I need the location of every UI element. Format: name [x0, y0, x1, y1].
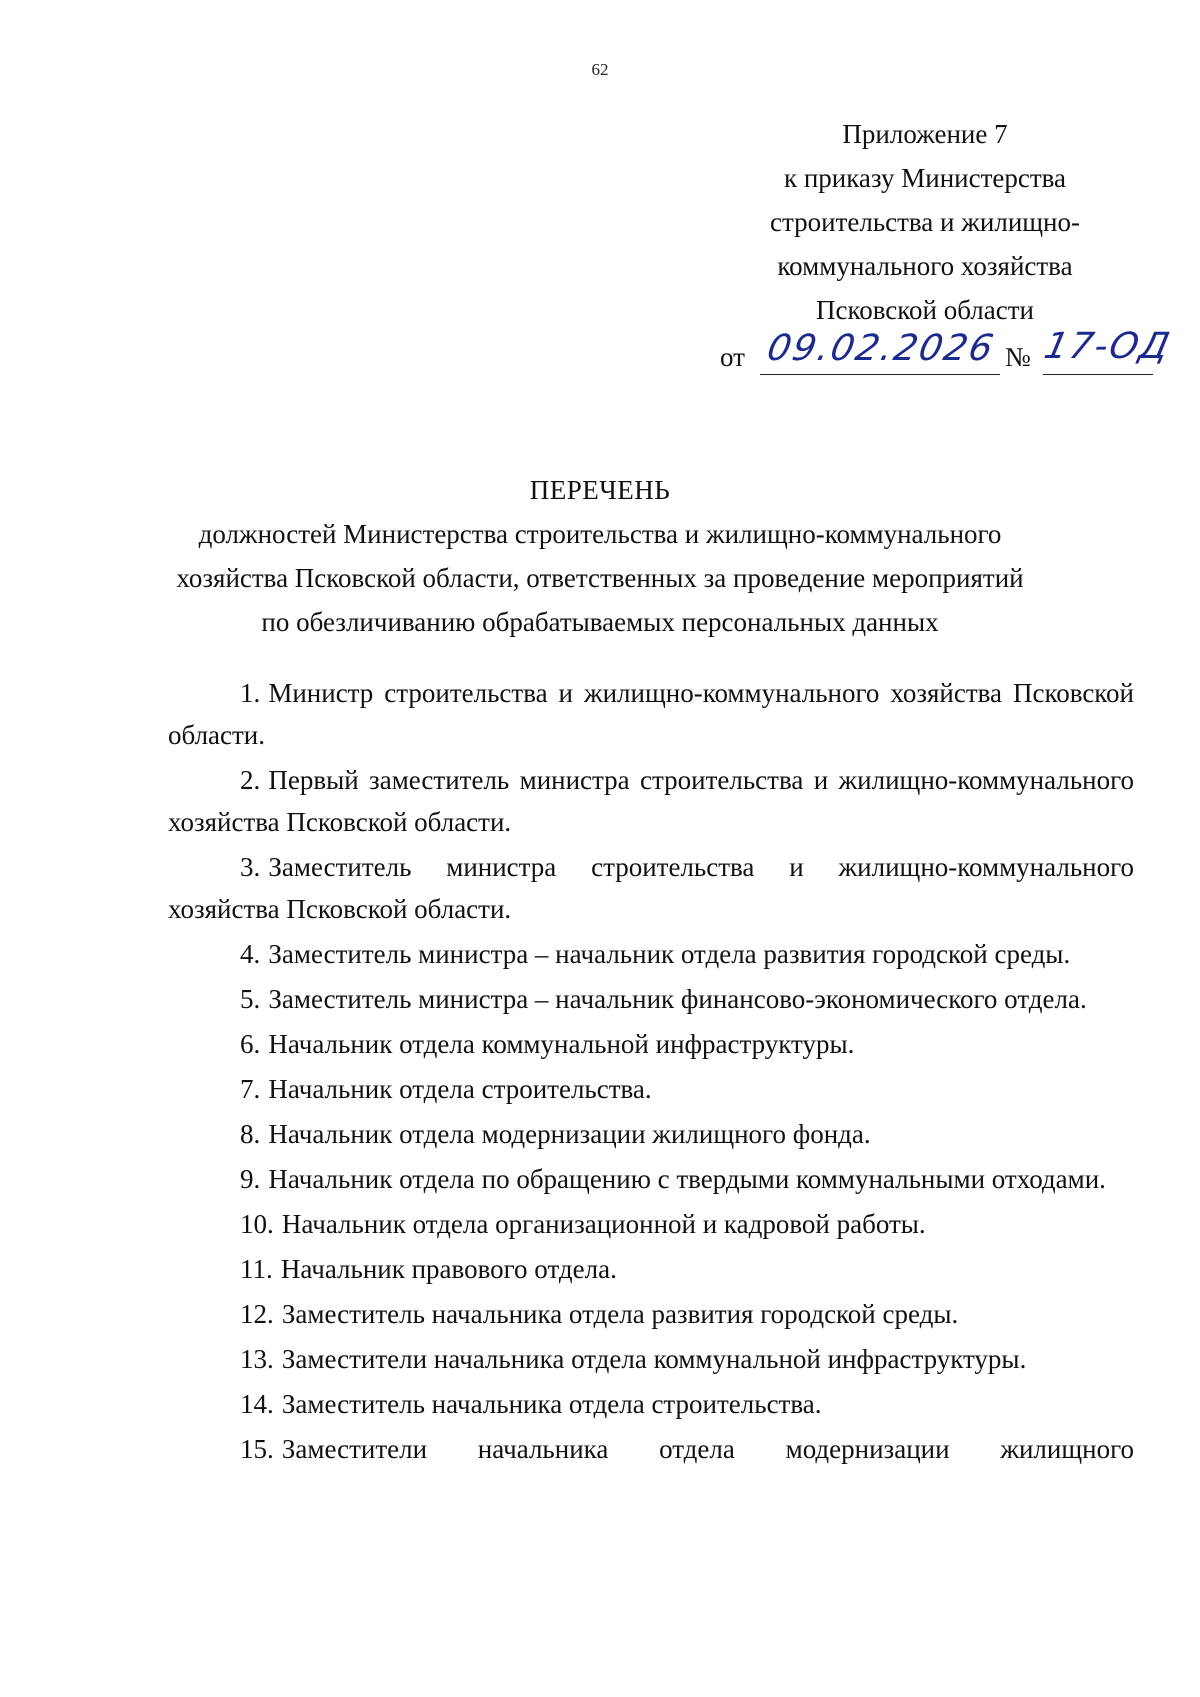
- list-item: [168, 1338, 1134, 1380]
- list-item: [168, 759, 1134, 843]
- item-text: Заместитель начальника отдела развития городской среды.: [281, 1299, 959, 1329]
- item-number: 10.: [240, 1209, 274, 1239]
- list-item: [168, 978, 1134, 1020]
- handwritten-order-number: 17-ОД: [1040, 326, 1175, 367]
- item-text: Начальник правового отдела.: [280, 1254, 617, 1284]
- number-label: №: [1005, 342, 1031, 372]
- item-number: 8.: [240, 1119, 261, 1149]
- item-text: Заместитель начальника отдела строительства.: [281, 1389, 822, 1419]
- list-item: [168, 1383, 1134, 1425]
- heading-title: ПЕРЕЧЕНЬ: [529, 475, 671, 505]
- list-item: [168, 1068, 1134, 1110]
- item-text: Начальник отдела организационной и кадровой работы.: [281, 1209, 926, 1239]
- appendix-line: строительства и жилищно-: [770, 207, 1080, 237]
- item-text: Начальник отдела коммунальной инфраструктуры.: [268, 1029, 855, 1059]
- item-text: Заместители начальника отдела коммунальной инфраструктуры.: [281, 1344, 1027, 1374]
- item-text: Министр строительства и жилищно-коммунального хозяйства Псковской области.: [168, 678, 1134, 750]
- list-item: [168, 1248, 1134, 1290]
- appendix-line: к приказу Министерства: [783, 163, 1067, 193]
- page-number: 62: [591, 60, 609, 79]
- item-number: 12.: [240, 1299, 274, 1329]
- list-item: [168, 1023, 1134, 1065]
- list-item: [168, 933, 1134, 975]
- list-item: [168, 672, 1134, 756]
- appendix-block: [735, 112, 1115, 332]
- order-date-number-line: [720, 324, 1175, 374]
- list-item: [168, 1158, 1134, 1200]
- item-number: 14.: [240, 1389, 274, 1419]
- item-number: 4.: [240, 939, 261, 969]
- item-text: Начальник отдела по обращению с твердыми коммунальными отходами.: [268, 1164, 1106, 1194]
- document-heading: [0, 468, 1200, 644]
- item-number: 3.: [240, 852, 261, 882]
- item-number: 7.: [240, 1074, 261, 1104]
- heading-line: хозяйства Псковской области, ответственных за проведение мероприятий: [176, 563, 1024, 593]
- list-item: [168, 1203, 1134, 1245]
- heading-line: должностей Министерства строительства и жилищно-коммунального: [198, 519, 1002, 549]
- item-number: 15.: [240, 1434, 274, 1464]
- item-number: 11.: [240, 1254, 273, 1284]
- list-item: [168, 1428, 1134, 1470]
- from-label: от: [720, 342, 745, 372]
- positions-list: [168, 672, 1134, 1473]
- date-underline: [760, 374, 1000, 375]
- item-text: Первый заместитель министра строительства и жилищно-коммунального хозяйства Псковской области.: [168, 765, 1134, 837]
- item-text: Заместитель министра – начальник финансово-экономического отдела.: [268, 984, 1087, 1014]
- appendix-line: Псковской области: [815, 295, 1034, 325]
- item-number: 13.: [240, 1344, 274, 1374]
- item-text: Начальник отдела модернизации жилищного фонда.: [268, 1119, 871, 1149]
- item-text: Заместители начальника отдела модернизации жилищного: [281, 1434, 1134, 1464]
- appendix-title: Приложение 7: [842, 119, 1008, 149]
- list-item: [168, 1293, 1134, 1335]
- list-item: [168, 846, 1134, 930]
- item-number: 5.: [240, 984, 261, 1014]
- item-text: Заместитель министра строительства и жилищно-коммунального хозяйства Псковской области.: [168, 852, 1134, 924]
- item-text: Заместитель министра – начальник отдела развития городской среды.: [268, 939, 1071, 969]
- appendix-line: коммунального хозяйства: [777, 251, 1073, 281]
- item-number: 2.: [240, 765, 261, 795]
- item-text: Начальник отдела строительства.: [268, 1074, 652, 1104]
- item-number: 9.: [240, 1164, 261, 1194]
- heading-line: по обезличиванию обрабатываемых персональных данных: [261, 607, 939, 637]
- item-number: 1.: [240, 678, 261, 708]
- number-underline: [1043, 374, 1153, 375]
- list-item: [168, 1113, 1134, 1155]
- item-number: 6.: [240, 1029, 261, 1059]
- handwritten-date: 09.02.2026: [763, 328, 999, 369]
